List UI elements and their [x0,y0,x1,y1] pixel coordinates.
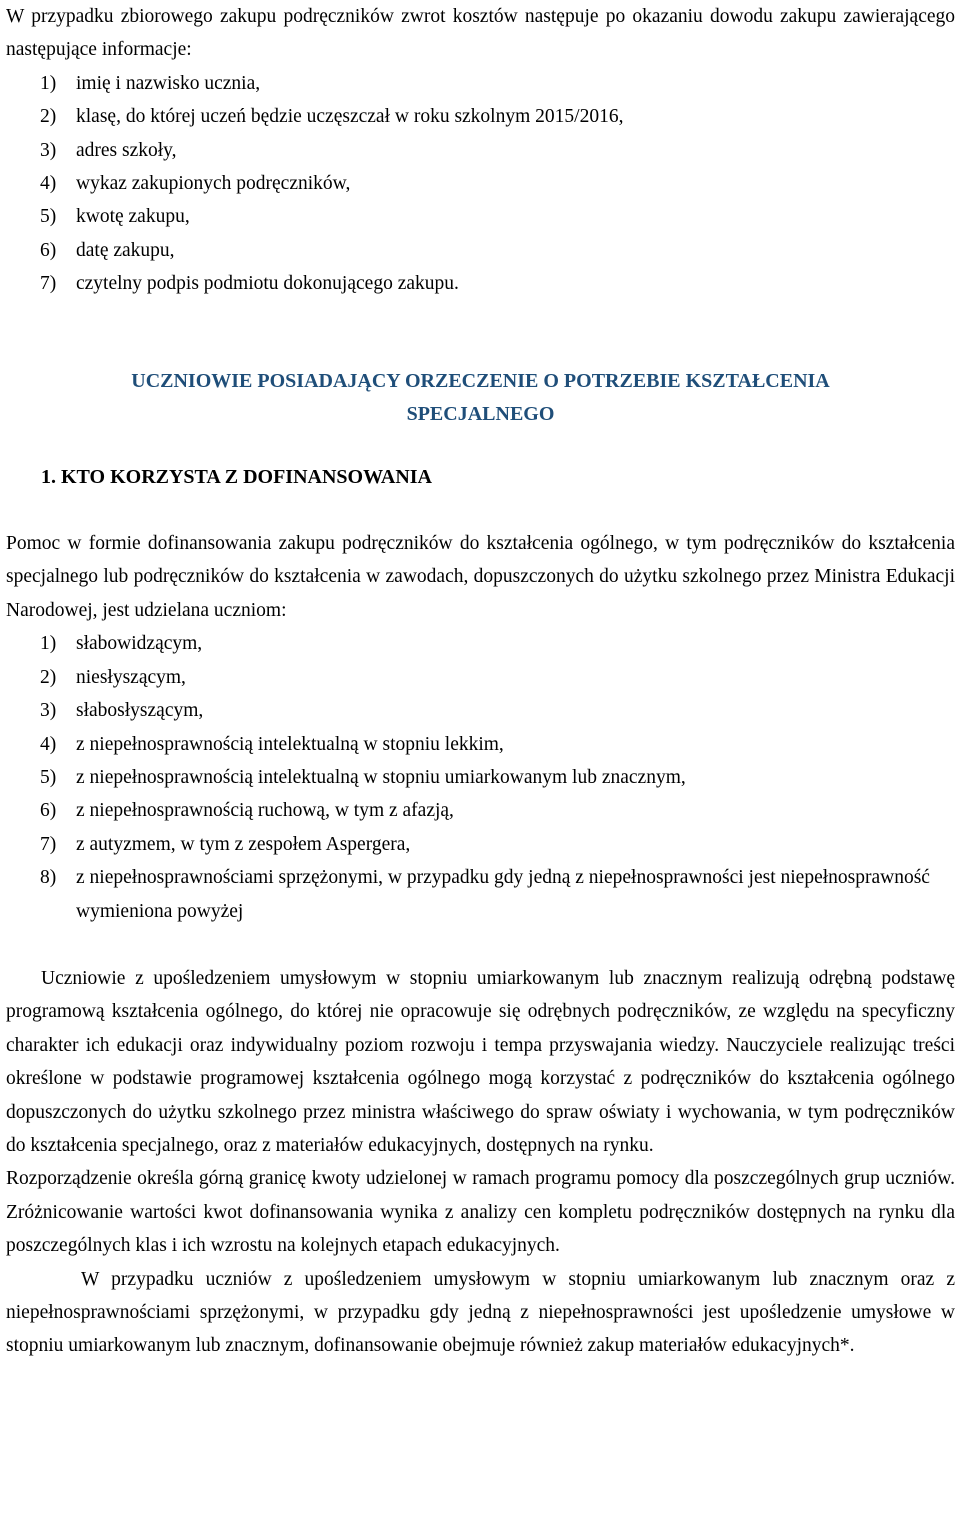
list-item [6,100,955,133]
list-number: 1) [40,72,57,94]
body-paragraph-2: Rozporządzenie określa górną granicę kwoty udzielonej w ramach programu pomocy dla poszczególnych grup uczniów. Zróżnicowanie wartości kwot dofinansowania wynika z analizy cen kompletu podręczników dostępnych na rynku dla poszczególnych klas i ich wzrostu na kolejnych etapach edukacyjnych. [6,1168,955,1257]
list-item [6,234,955,267]
section-heading [6,365,955,431]
list-text: z niepełnosprawnością intelektualną w stopniu umiarkowanym lub znacznym, [76,766,686,788]
list-text: adres szkoły, [76,139,177,161]
intro-list [6,67,955,301]
list-text: datę zakupu, [76,239,175,261]
eligible-students-list [6,627,955,928]
list-number: 3) [40,139,57,161]
list-number: 2) [40,106,57,128]
list-item [6,694,955,727]
list-item [6,661,955,694]
list-text: z autyzmem, w tym z zespołem Aspergera, [76,833,411,855]
list-number: 3) [40,700,57,722]
intro-paragraph: W przypadku zbiorowego zakupu podręczników zwrot kosztów następuje po okazaniu dowodu zakupu zawierającego następujące informacje: [6,6,955,61]
list-number: 4) [40,733,57,755]
list-item [6,67,955,100]
list-item [6,828,955,861]
list-number: 6) [40,239,57,261]
list-item [6,861,955,928]
list-number: 2) [40,666,57,688]
section-heading-line-1: UCZNIOWIE POSIADAJĄCY ORZECZENIE O POTRZEBIE KSZTAŁCENIA [131,369,830,392]
list-number: 5) [40,766,57,788]
list-number: 7) [40,833,57,855]
list-item [6,627,955,660]
list-number: 6) [40,800,57,822]
list-item [6,267,955,300]
list-number: 5) [40,206,57,228]
list-item [6,794,955,827]
list-number: 1) [40,633,57,655]
list-text: kwotę zakupu, [76,206,190,228]
list-text: z niepełnosprawnością ruchową, w tym z afazją, [76,800,454,822]
list-number: 4) [40,173,57,195]
body-paragraph-1: Uczniowie z upośledzeniem umysłowym w stopniu umiarkowanym lub znacznym realizują odrębną podstawę programową kształcenia ogólnego, do której nie opracowuje się odrębnych podręczników, ze względu na specyficzny charakter ich edukacji oraz indywidualny poziom rozwoju i tempa przyswajania wiedzy. Nauczyciele realizując treści określone w podstawie programowej kształcenia ogólnego mogą korzystać z podręczników do kształcenia ogólnego dopuszczonych do użytku szkolnego przez ministra właściwego do spraw oświaty i wychowania, w tym podręczników do kształcenia specjalnego, oraz z materiałów edukacyjnych, dostępnych na rynku. [6,967,955,1156]
list-text: z niepełnosprawnością intelektualną w stopniu lekkim, [76,733,504,755]
list-item [6,167,955,200]
list-text: klasę, do której uczeń będzie uczęszczał w roku szkolnym 2015/2016, [76,106,624,128]
list-number: 8) [40,867,57,889]
list-text: imię i nazwisko ucznia, [76,72,261,94]
body-paragraph-3: W przypadku uczniów z upośledzeniem umysłowym w stopniu umiarkowanym lub znacznym oraz z niepełnosprawnościami sprzężonymi, w przypadku gdy jedną z niepełnosprawności jest upośledzenie umysłowe w stopniu umiarkowanym lub znacznym, dofinansowanie obejmuje również zakup materiałów edukacyjnych*. [6,1268,955,1357]
list-text: czytelny podpis podmiotu dokonującego zakupu. [76,273,459,295]
list-text: niesłyszącym, [76,666,186,688]
list-item [6,200,955,233]
subsection-paragraph: Pomoc w formie dofinansowania zakupu podręczników do kształcenia ogólnego, w tym podręczników do kształcenia specjalnego lub podręczników do kształcenia w zawodach, dopuszczonych do użytku szkolnego przez Ministra Edukacji Narodowej, jest udzielana uczniom: [6,533,955,621]
list-number: 7) [40,273,57,295]
list-item [6,761,955,794]
list-item [6,728,955,761]
list-text: wykaz zakupionych podręczników, [76,173,351,195]
section-heading-line-2: SPECJALNEGO [406,402,555,425]
list-text: słabosłyszącym, [76,700,204,722]
list-text: z niepełnosprawnościami sprzężonymi, w przypadku gdy jedną z niepełnosprawności jest niepełnosprawność wymieniona powyżej [76,867,930,922]
list-item [6,134,955,167]
list-text: słabowidzącym, [76,633,203,655]
subsection-heading: 1. KTO KORZYSTA Z DOFINANSOWANIA [41,465,432,488]
